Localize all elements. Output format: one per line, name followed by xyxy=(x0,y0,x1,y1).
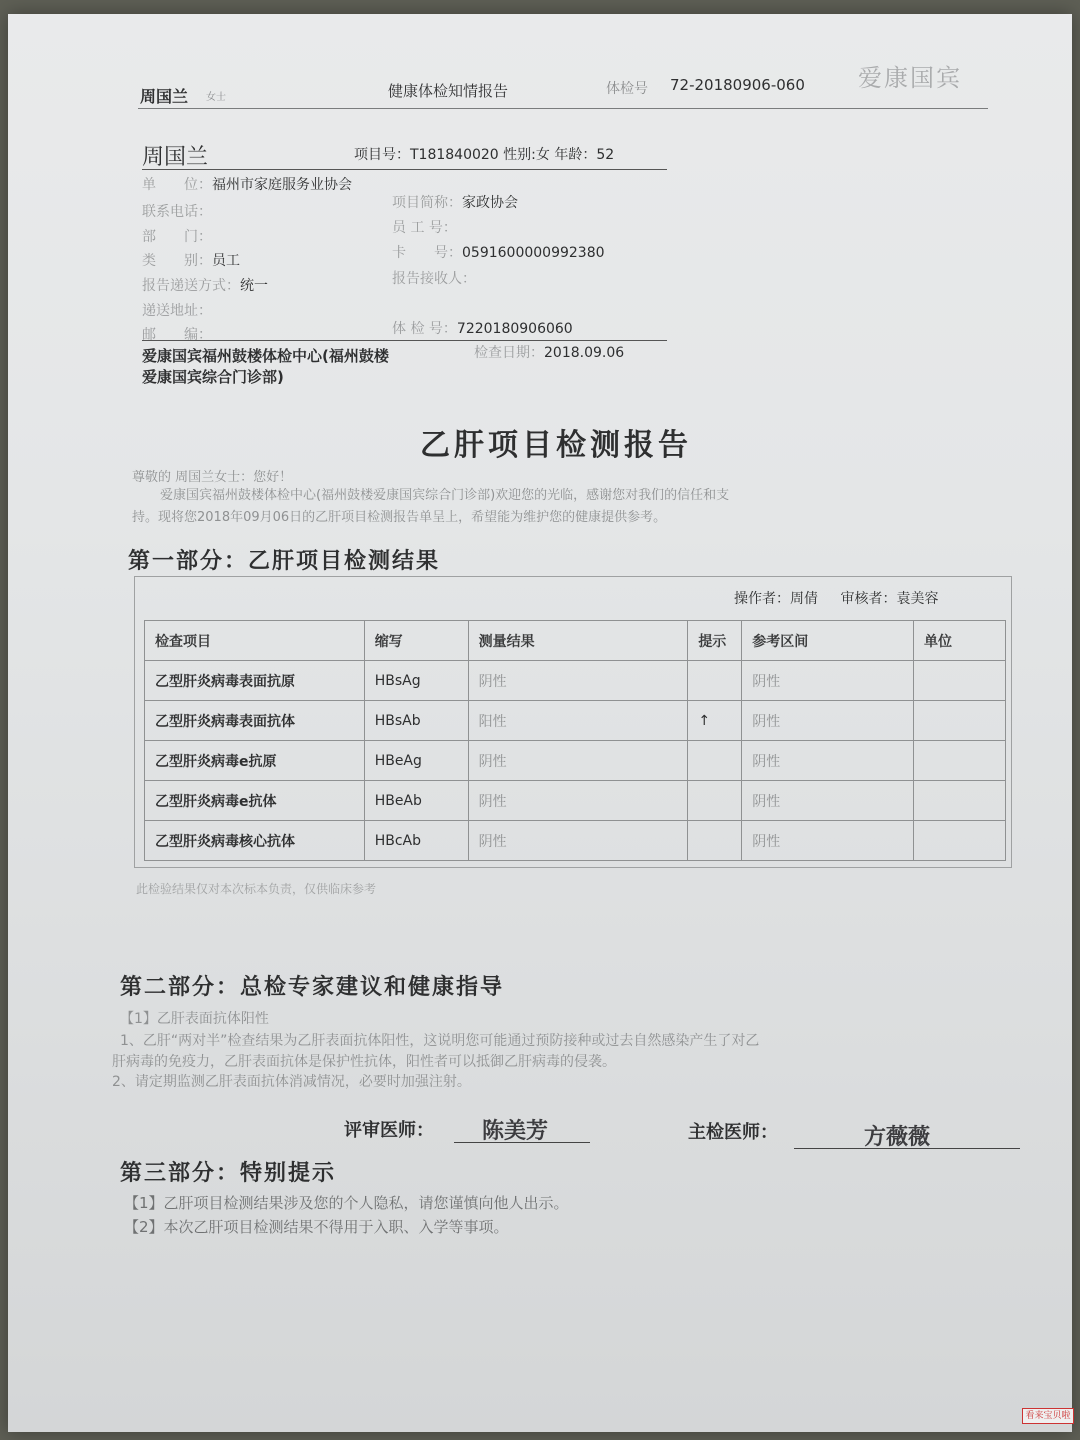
advice-line-1: 1、乙肝“两对半”检查结果为乙肝表面抗体阳性，这说明您可能通过预防接种或过去自然感染产生了对乙 xyxy=(120,1033,760,1049)
cell-result: 阳性 xyxy=(468,701,688,741)
field-department xyxy=(142,226,212,246)
reviewer-signature-line xyxy=(454,1142,590,1143)
field-label: 邮 编： xyxy=(142,327,212,343)
reviewer-doctor-label: 评审医师： xyxy=(344,1120,434,1141)
cell-hint xyxy=(688,781,742,821)
field-label: 类 别： xyxy=(142,253,212,269)
patient-meta: 项目号：T181840020 性别:女 年龄：52 xyxy=(354,147,615,163)
field-label: 员 工 号： xyxy=(392,220,457,236)
header-divider xyxy=(138,108,988,109)
cell-abbr: HBsAb xyxy=(364,701,468,741)
field-value: 0591600000992380 xyxy=(462,245,605,261)
header-exam-id: 72-20180906-060 xyxy=(670,76,805,94)
column-header: 参考区间 xyxy=(742,621,914,661)
operators xyxy=(734,588,938,608)
chief-signature: 方薇薇 xyxy=(864,1124,931,1150)
part3-title: 第三部分：特别提示 xyxy=(120,1161,337,1186)
field-phone xyxy=(142,201,212,221)
advice-line-2: 肝病毒的免疫力，乙肝表面抗体是保护性抗体，阳性者可以抵御乙肝病毒的侵袭。 xyxy=(112,1054,616,1070)
advice-item-title: 【1】乙肝表面抗体阳性 xyxy=(120,1011,269,1027)
cell-hint xyxy=(688,741,742,781)
cell-item: 乙型肝炎病毒e抗原 xyxy=(145,741,365,781)
cell-abbr: HBsAg xyxy=(364,661,468,701)
field-label: 部 门： xyxy=(142,229,212,245)
part2-title: 第二部分：总检专家建议和健康指导 xyxy=(120,975,505,1000)
cell-ref: 阴性 xyxy=(742,701,914,741)
column-header: 检查项目 xyxy=(145,621,365,661)
field-unit xyxy=(142,174,352,194)
cell-abbr: HBcAb xyxy=(364,821,468,861)
field-recipient xyxy=(392,268,476,288)
field-exam-date xyxy=(474,342,624,362)
cell-hint xyxy=(688,661,742,701)
part1-title: 第一部分：乙肝项目检测结果 xyxy=(128,549,441,574)
column-header: 测量结果 xyxy=(468,621,688,661)
cell-ref: 阴性 xyxy=(742,741,914,781)
report-paper xyxy=(8,14,1072,1432)
cell-result: 阴性 xyxy=(468,781,688,821)
field-label: 报告接收人： xyxy=(392,271,476,287)
operator: 操作者：周倩 xyxy=(734,591,818,607)
cell-item: 乙型肝炎病毒核心抗体 xyxy=(145,821,365,861)
field-value: 统一 xyxy=(240,278,268,294)
cell-abbr: HBeAb xyxy=(364,781,468,821)
exam-center: 爱康国宾福州鼓楼体检中心(福州鼓楼爱康国宾综合门诊部) xyxy=(142,347,389,386)
greeting: 尊敬的 周国兰女士：您好！ xyxy=(132,470,293,485)
column-header: 单位 xyxy=(914,621,1006,661)
patient-name: 周国兰 xyxy=(142,145,209,170)
header-title: 健康体检知情报告 xyxy=(388,82,509,100)
table-header-row xyxy=(145,621,1006,661)
cell-item: 乙型肝炎病毒表面抗体 xyxy=(145,701,365,741)
field-label: 报告递送方式： xyxy=(142,278,240,294)
brand-logo: 爱康国宾 xyxy=(858,64,962,92)
field-label: 体 检 号： xyxy=(392,321,457,337)
special-tip-2: 【2】本次乙肝项目检测结果不得用于入职、入学等事项。 xyxy=(124,1218,509,1236)
chief-doctor-label: 主检医师： xyxy=(688,1122,778,1143)
cell-result: 阴性 xyxy=(468,661,688,701)
table-row xyxy=(145,821,1006,861)
intro-line-1: 爱康国宾福州鼓楼体检中心(福州鼓楼爱康国宾综合门诊部)欢迎您的光临，感谢您对我们的信任和支 xyxy=(160,488,730,503)
field-value: 家政协会 xyxy=(462,195,518,211)
cell-unit xyxy=(914,741,1006,781)
field-category xyxy=(142,250,240,270)
field-value: 福州市家庭服务业协会 xyxy=(212,177,352,193)
field-label: 检查日期： xyxy=(474,345,544,361)
report-title: 乙肝项目检测报告 xyxy=(420,428,692,463)
field-address xyxy=(142,300,212,320)
results-table xyxy=(144,620,1006,861)
cell-result: 阴性 xyxy=(468,741,688,781)
table-row xyxy=(145,781,1006,821)
patient-bottom-divider xyxy=(142,340,667,341)
results-note: 此检验结果仅对本次标本负责，仅供临床参考 xyxy=(136,882,377,896)
reviewer-signature: 陈美芳 xyxy=(482,1118,549,1144)
reviewer: 审核者：袁美容 xyxy=(840,591,939,607)
cell-hint xyxy=(688,821,742,861)
field-value: 7220180906060 xyxy=(456,321,573,337)
special-tip-1: 【1】乙肝项目检测结果涉及您的个人隐私，请您谨慎向他人出示。 xyxy=(124,1194,569,1212)
watermark-stamp: 看来宝贝啦 xyxy=(1022,1408,1074,1424)
field-label: 递送地址： xyxy=(142,303,212,319)
field-postcode xyxy=(142,324,212,344)
cell-abbr: HBeAg xyxy=(364,741,468,781)
field-label: 单 位： xyxy=(142,177,212,193)
cell-hint: ↑ xyxy=(688,701,742,741)
patient-divider xyxy=(142,169,667,170)
field-value: 2018.09.06 xyxy=(544,345,625,361)
field-project xyxy=(392,192,518,212)
cell-item: 乙型肝炎病毒e抗体 xyxy=(145,781,365,821)
field-employee-id xyxy=(392,217,457,237)
table-row xyxy=(145,741,1006,781)
cell-unit xyxy=(914,821,1006,861)
table-row xyxy=(145,701,1006,741)
field-value: 员工 xyxy=(212,253,240,269)
column-header: 缩写 xyxy=(364,621,468,661)
advice-line-3: 2、请定期监测乙肝表面抗体消减情况，必要时加强注射。 xyxy=(112,1074,471,1090)
chief-signature-line xyxy=(794,1148,1020,1149)
intro-line-2: 持。现将您2018年09月06日的乙肝项目检测报告单呈上，希望能为维护您的健康提供参考。 xyxy=(132,510,667,525)
cell-unit xyxy=(914,661,1006,701)
field-label: 联系电话： xyxy=(142,204,212,220)
cell-ref: 阴性 xyxy=(742,781,914,821)
header-name-suffix: 女士 xyxy=(206,92,226,103)
header-patient-name: 周国兰 xyxy=(140,87,189,106)
table-row xyxy=(145,661,1006,701)
field-label: 项目简称： xyxy=(392,195,462,211)
cell-ref: 阴性 xyxy=(742,661,914,701)
header-exam-label: 体检号 xyxy=(606,81,648,97)
cell-ref: 阴性 xyxy=(742,821,914,861)
field-delivery xyxy=(142,275,268,295)
cell-item: 乙型肝炎病毒表面抗原 xyxy=(145,661,365,701)
column-header: 提示 xyxy=(688,621,742,661)
field-label: 卡 号： xyxy=(392,245,462,261)
field-exam-number xyxy=(392,318,573,338)
field-card xyxy=(392,242,605,262)
cell-result: 阴性 xyxy=(468,821,688,861)
cell-unit xyxy=(914,781,1006,821)
cell-unit xyxy=(914,701,1006,741)
